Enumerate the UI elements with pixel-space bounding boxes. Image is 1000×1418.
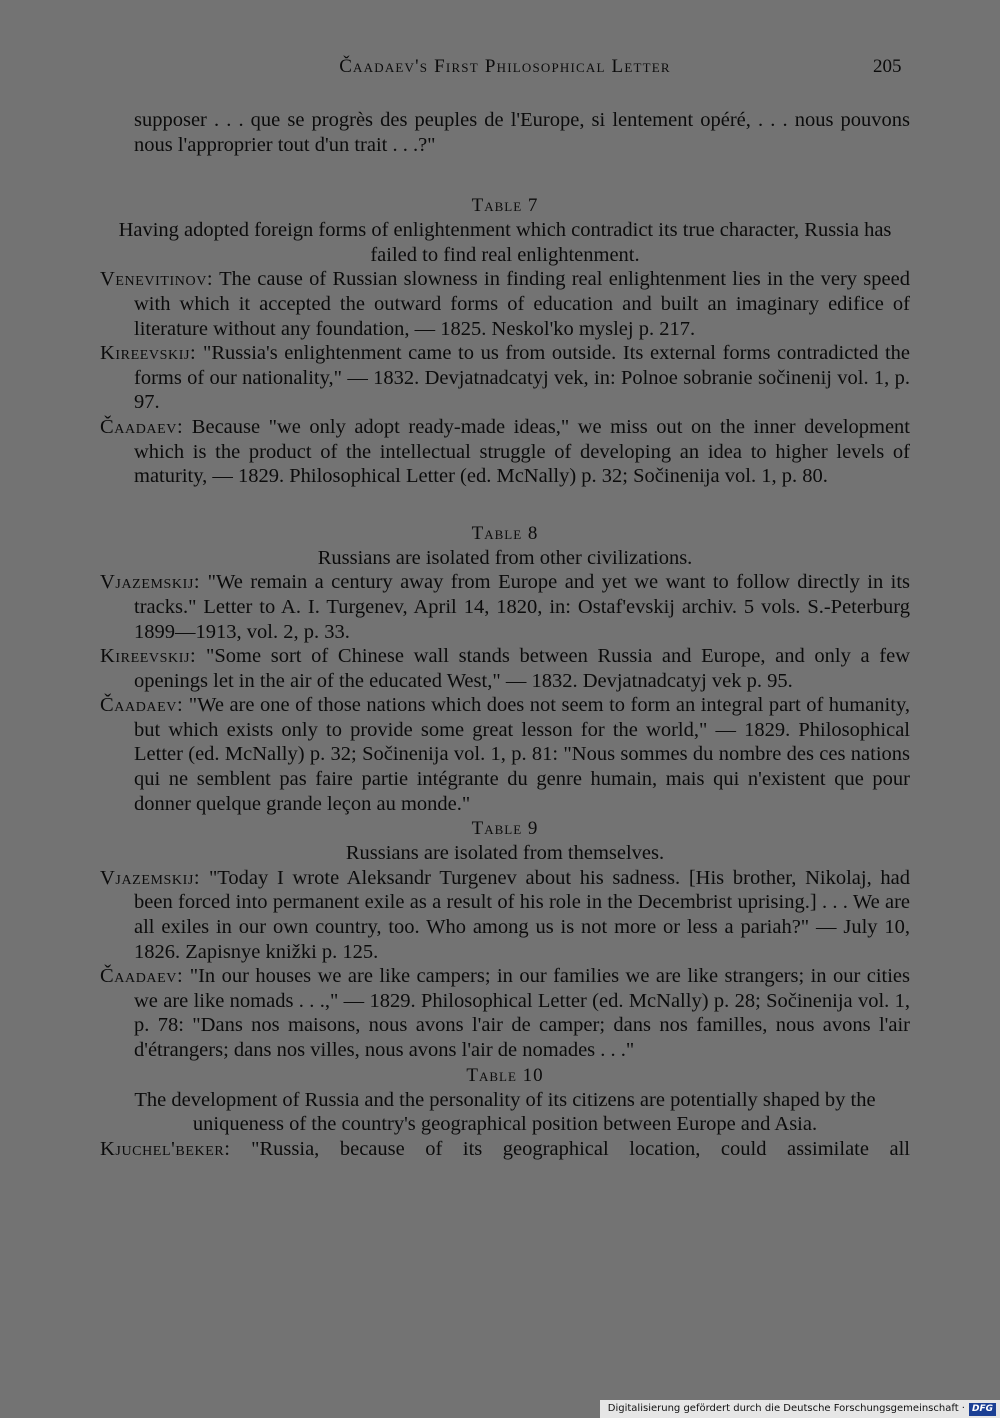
table-8-section [100,521,910,817]
entry-text: The cause of Russian slowness in finding real enlightenment lies in the very speed with which it accepted the outward forms of education and built an imaginary edifice of literature without any foundation, — 1825. Neskol'ko myslej p. 217. [134,268,910,340]
entry-author: Vjazemskij: [100,571,201,594]
table-heading: Table 8 [471,522,539,544]
digitization-credit [600,1400,1000,1418]
table-entry [100,964,910,1062]
table-7-section [100,193,910,489]
table-thesis: Russians are isolated from themselves. [345,842,665,865]
running-title: Čaadaev's First Philosophical Letter [339,56,671,77]
entry-text: "Today I wrote Aleksandr Turgenev about his sadness. [His brother, Nikolaj, had been forced into permanent exile as a result of his role in the Decembrist uprising.] . . . We are all exiles in our own country, too. Who among us is not more or less a pariah?" — July 10, 1826. Zapisnye knižki p. 125. [134,866,911,963]
entry-text: "In our houses we are like campers; in our families we are like strangers; in our cities we are like nomads . . .," — 1829. Philosophical Letter (ed. McNally) p. 28; Sočinenija vol. 1, p. 78: "Dans nos maisons, nous avons l'air de camper; dans nos familles, nous avons l'air d'étrangers; dans nos villes, nous avons l'air de nomades . . ." [134,965,910,1061]
entry-author: Čaadaev: [100,694,184,717]
entry-text: "We remain a century away from Europe and yet we want to follow directly in its tracks." Letter to A. I. Turgenev, April 14, 1820, in: Ostaf'evskij archiv. 5 vols. S.-Peterburg 1899—1913, vol. 2, p. 33. [134,571,911,643]
table-entry [100,1137,910,1162]
entry-author: Vjazemskij: [100,866,201,889]
entry-text: "Some sort of Chinese wall stands between Russia and Europe, and only a few openings let in the air of the educated West," — 1832. Devjatnadcatyj vek p. 95. [134,645,911,692]
table-entry [100,644,910,693]
entry-author: Čaadaev: [100,965,184,988]
entry-text: Because "we only adopt ready-made ideas," we miss out on the inner development which is the product of the intellectual struggle of developing an idea to higher levels of maturity, — 1829. Philosophical Letter (ed. McNally) p. 32; Sočinenija vol. 1, p. 80. [134,415,911,488]
table-10-section [100,1063,910,1162]
page-number: 205 [873,56,902,77]
table-entry [100,693,910,816]
table-9-section [100,816,910,1062]
running-header [0,56,1000,82]
table-heading: Table 9 [471,818,539,840]
table-thesis: Russians are isolated from other civilizations. [317,546,693,569]
entry-author: Venevitinov: [100,268,214,291]
page-body [100,108,910,1161]
entry-author: Kjuchel'beker: [100,1137,231,1160]
table-thesis: Having adopted foreign forms of enlightenment which contradict its true character, Russia has failed to find real enlightenment. [118,219,892,266]
entry-author: Čaadaev: [100,415,184,438]
table-entry [100,267,910,341]
credit-text: Digitalisierung gefördert durch die Deutsche Forschungsgemeinschaft · [607,1403,965,1414]
table-entry [100,415,910,489]
table-entry [100,570,910,644]
table-entry [100,341,910,415]
table-thesis: The development of Russia and the personality of its citizens are potentially shaped by the uniqueness of the country's geographical position between Europe and Asia. [134,1088,876,1136]
table-entry [100,866,910,964]
entry-text: "Russia, because of its geographical location, could assimilate all [251,1137,910,1160]
table-heading: Table 7 [471,195,539,217]
table-heading: Table 10 [466,1064,544,1086]
entry-text: "Russia's enlightenment came to us from outside. Its external forms contradicted the forms of our nationality," — 1832. Devjatnadcatyj vek, in: Polnoe sobranie sočinenij vol. 1, p. 97. [134,342,911,414]
entry-author: Kireevskij: [100,342,197,365]
intro-paragraph: supposer . . . que se progrès des peuples de l'Europe, si lentement opéré, . . . nous pouvons nous l'approprier tout d'un trait . . .?" [134,109,910,156]
entry-author: Kireevskij: [100,645,197,668]
dfg-logo: DFG [969,1403,996,1416]
entry-text: "We are one of those nations which does not seem to form an integral part of humanity, but which exists only to provide some great lesson for the world," — 1829. Philosophical Letter (ed. McNally) p. 32; Sočinenija vol. 1, p. 81: "Nous sommes du nombre des ces nations qui ne semblent pas faire partie intégrante du genre humain, mais qui n'existent que pour donner quelque grande leçon au monde." [134,694,910,815]
